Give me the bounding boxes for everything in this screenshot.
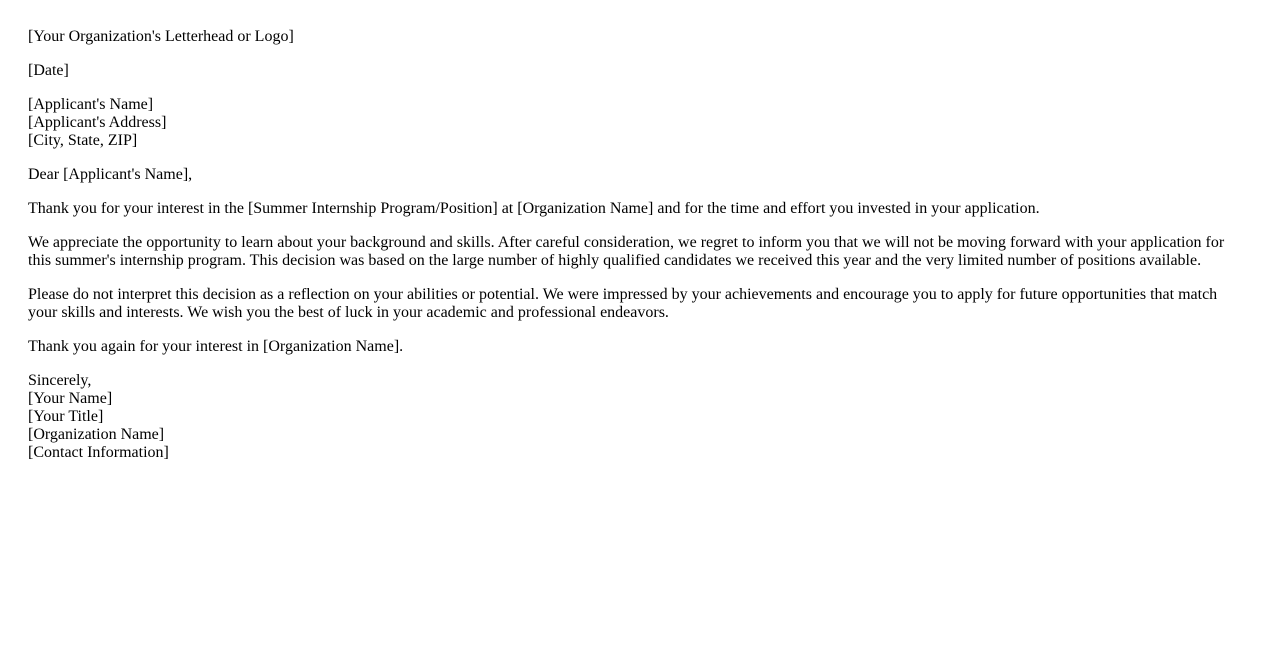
body-paragraph-3	[28, 286, 1238, 322]
body-paragraph-1	[28, 200, 1238, 218]
sign-off: Sincerely,	[28, 372, 92, 389]
recipient-address-block	[28, 96, 1238, 150]
letterhead-placeholder: [Your Organization's Letterhead or Logo]	[28, 28, 294, 45]
closing-block	[28, 372, 1238, 462]
sender-organization: [Organization Name]	[28, 426, 165, 443]
salutation-block	[28, 166, 1238, 184]
letter-document	[28, 28, 1238, 478]
date-block	[28, 62, 1238, 80]
salutation: Dear [Applicant's Name],	[28, 166, 193, 183]
letterhead-block	[28, 28, 1238, 46]
paragraph-text: We appreciate the opportunity to learn about your background and skills. After careful consideration, we regret to inform you that we will not be moving forward with your application for this summer's internship program. This decision was based on the large number of highly qualified candidates we received this year and the very limited number of positions available.	[28, 234, 1225, 269]
recipient-name: [Applicant's Name]	[28, 96, 154, 113]
sender-contact: [Contact Information]	[28, 444, 169, 461]
body-paragraph-4	[28, 338, 1238, 356]
body-paragraph-2	[28, 234, 1238, 270]
sender-title: [Your Title]	[28, 408, 104, 425]
letter-date: [Date]	[28, 62, 69, 79]
sender-name: [Your Name]	[28, 390, 113, 407]
paragraph-text: Thank you again for your interest in [Organization Name].	[28, 338, 404, 355]
recipient-city-state-zip: [City, State, ZIP]	[28, 132, 138, 149]
recipient-address: [Applicant's Address]	[28, 114, 167, 131]
paragraph-text: Thank you for your interest in the [Summer Internship Program/Position] at [Organization Name] and for the time and effort you invested in your application.	[28, 200, 1040, 217]
paragraph-text: Please do not interpret this decision as a reflection on your abilities or potential. We were impressed by your achievements and encourage you to apply for future opportunities that match your skills and interests. We wish you the best of luck in your academic and professional endeavors.	[28, 286, 1218, 321]
